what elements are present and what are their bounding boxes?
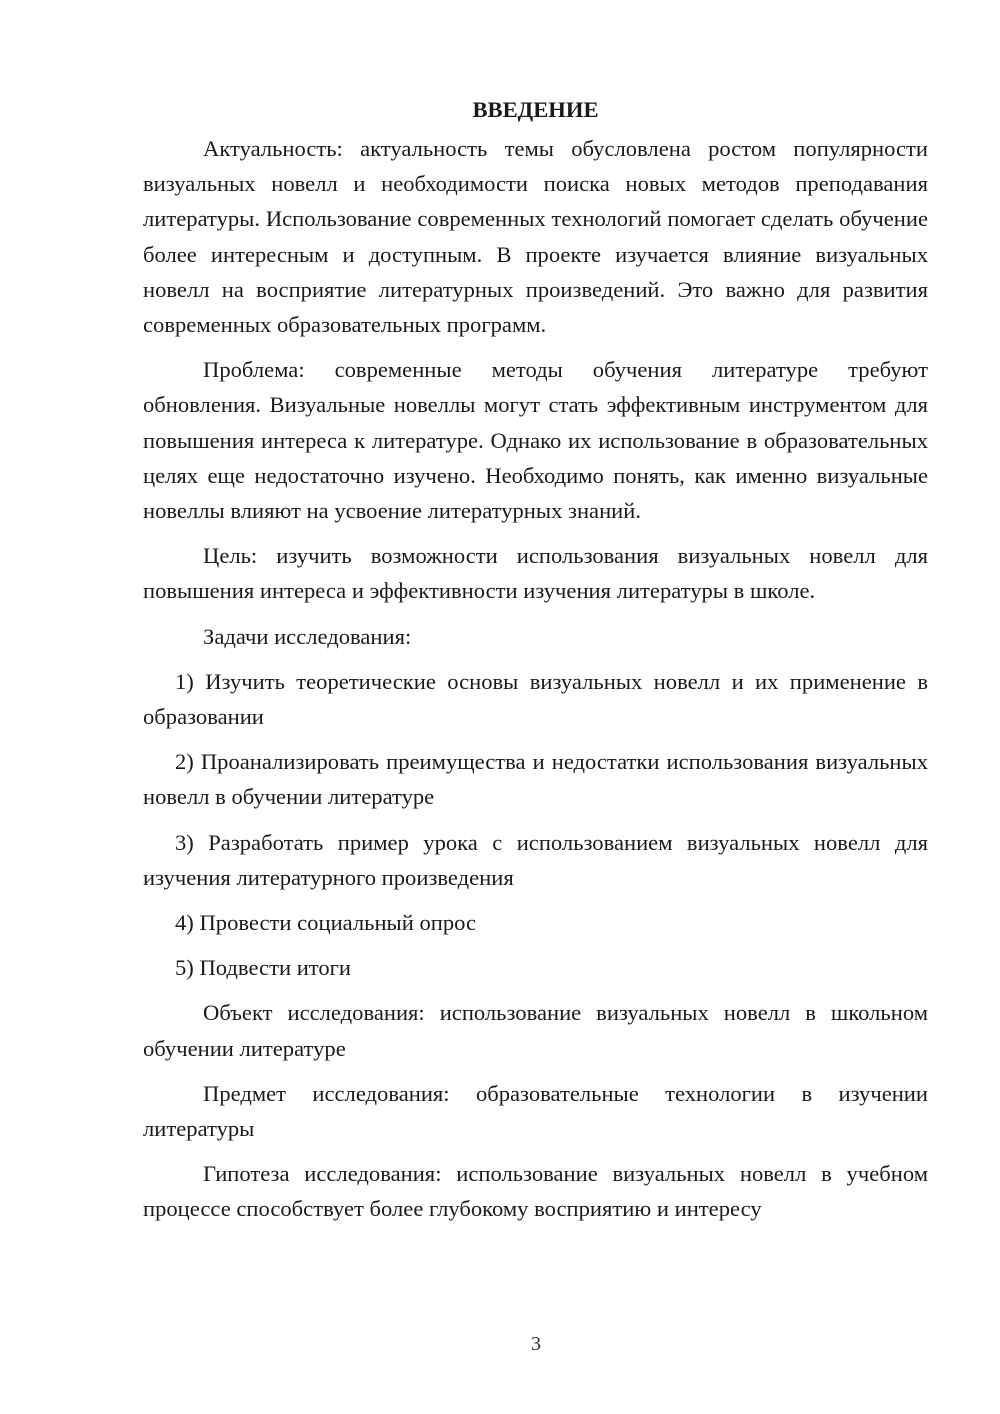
task-item-4: 4) Провести социальный опрос [175,910,477,936]
section-title: ВВЕДЕНИЕ [472,97,599,122]
paragraph-subject: Предмет исследования: образовательные технологии в изучении литературы [143,1080,928,1142]
paragraph-goal: Цель: изучить возможности использования визуальных новелл для повышения интереса и эффективности изучения литературы в школе. [143,543,928,604]
tasks-list [143,664,928,986]
paragraph-actuality: Актуальность: актуальность темы обусловлена ростом популярности визуальных новелл и необходимости поиска новых методов преподавания литературы. Использование современных технологий помогает сделать обучение более интересным и доступным. В проекте изучается влияние визуальных новелл на восприятие литературных произведений. Это важно для развития современных образовательных программ. [143,136,928,338]
page-number: 3 [531,1333,541,1355]
task-item-2: 2) Проанализировать преимущества и недостатки использования визуальных новелл в обучении литературе [143,749,928,810]
paragraph-problem: Проблема: современные методы обучения литературе требуют обновления. Визуальные новеллы могут стать эффективным инструментом для повышения интереса к литературе. Однако их использование в образовательных целях еще недостаточно изучено. Необходимо понять, как именно визуальные новеллы влияют на усвоение литературных знаний. [143,357,928,524]
paragraph-hypothesis: Гипотеза исследования: использование визуальных новелл в учебном процессе способствует более глубокому восприятию и интересу [143,1161,928,1222]
document-page [143,92,928,1237]
task-item-3: 3) Разработать пример урока с использованием визуальных новелл для изучения литературного произведения [143,829,928,890]
task-item-1: 1) Изучить теоретические основы визуальных новелл и их применение в образовании [143,668,928,730]
tasks-heading: Задачи исследования: [203,623,412,649]
task-item-5: 5) Подвести итоги [175,955,352,981]
paragraph-object: Объект исследования: использование визуальных новелл в школьном обучении литературе [143,1000,928,1061]
